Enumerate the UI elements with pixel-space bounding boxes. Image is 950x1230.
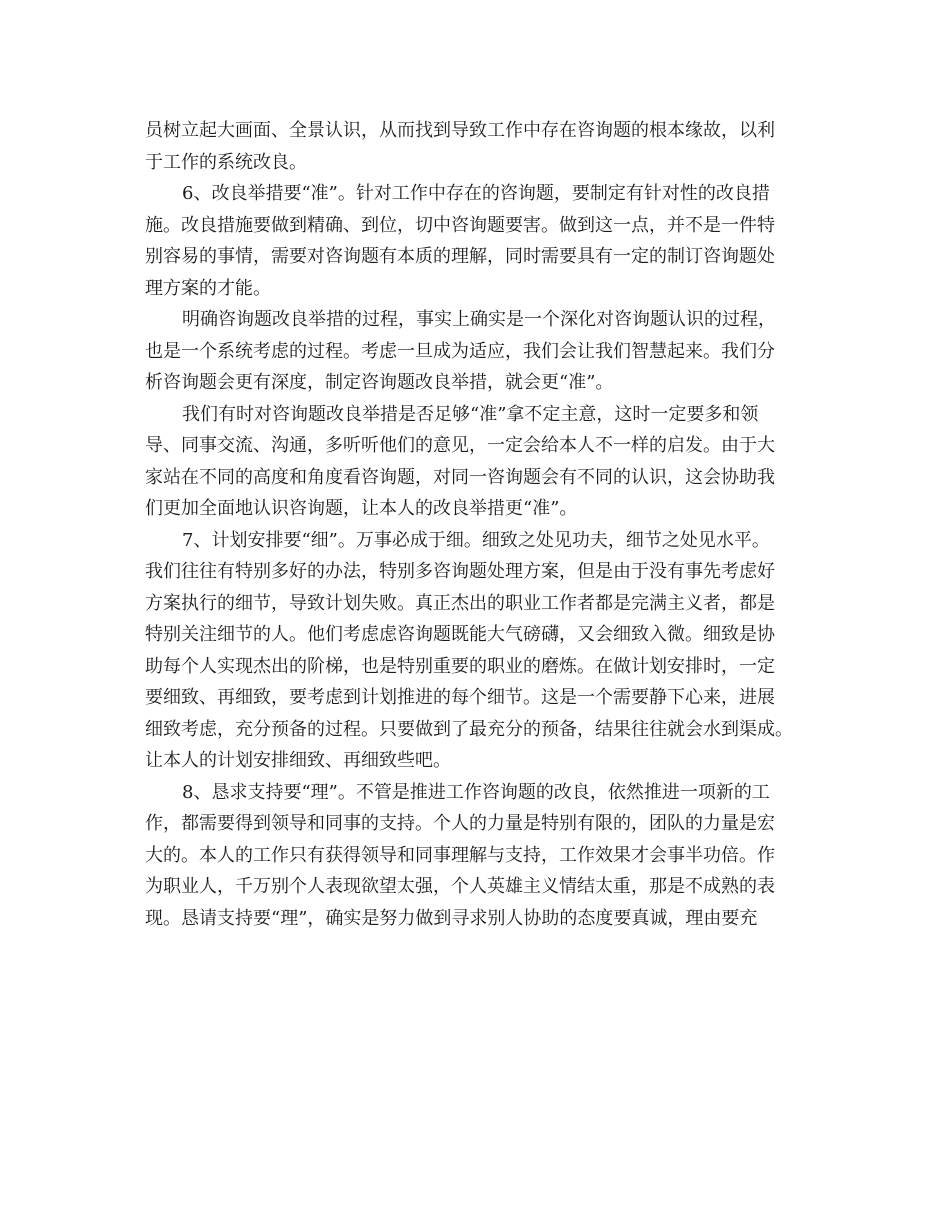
text-line: 于工作的系统改良。	[145, 151, 307, 173]
text-line: 大的。本人的工作只有获得领导和同事理解与支持，工作效果才会事半功倍。作	[145, 844, 775, 866]
text-line: 细致考虑，充分预备的过程。只要做到了最充分的预备，结果往往就会水到渠成。	[145, 718, 793, 740]
text-line: 员树立起大画面、全景认识，从而找到导致工作中存在咨询题的根本缘故，以利	[145, 120, 775, 141]
text-line: 施。改良措施要做到精确、到位，切中咨询题要害。做到这一点，并不是一件特	[145, 214, 775, 236]
text-line: 理方案的才能。	[145, 277, 271, 299]
paragraph-start-line: 明确咨询题改良举措的过程，事实上确实是一个深化对咨询题认识的过程，	[182, 309, 776, 330]
text-line: 现。恳请支持要“理”，确实是努力做到寻求别人协助的态度要真诚，理由要充	[145, 907, 758, 929]
text-line: 们更加全面地认识咨询题，让本人的改良举措更“准”。	[145, 498, 578, 519]
text-line: 让本人的计划安排细致、再细致些吧。	[145, 750, 451, 771]
text-line: 特别关注细节的人。他们考虑虑咨询题既能大气磅礴，又会细致入微。细致是协	[145, 624, 775, 645]
text-line: 我们往往有特别多好的办法，特别多咨询题处理方案，但是由于没有事先考虑好	[145, 561, 775, 582]
text-line: 助每个人实现杰出的阶梯，也是特别重要的职业的磨炼。在做计划安排时，一定	[145, 655, 775, 677]
text-line: 析咨询题会更有深度，制定咨询题改良举措，就会更“准”。	[145, 372, 614, 393]
text-line: 也是一个系统考虑的过程。考虑一旦成为适应，我们会让我们智慧起来。我们分	[145, 340, 775, 362]
paragraph-start-line: 7、计划安排要“细”。万事必成于细。细致之处见功夫，细节之处见水平。	[182, 529, 770, 551]
paragraph-start-line: 8、恳求支持要“理”。不管是推进工作咨询题的改良，依然推进一项新的工	[182, 781, 770, 803]
text-line: 别容易的事情，需要对咨询题有本质的理解，同时需要具有一定的制订咨询题处	[145, 246, 775, 267]
paragraph-start-line: 6、改良举措要“准”。针对工作中存在的咨询题，要制定有针对性的改良措	[182, 183, 770, 204]
text-line: 要细致、再细致，要考虑到计划推进的每个细节。这是一个需要静下心来，进展	[145, 687, 775, 708]
text-line: 导、同事交流、沟通，多听听他们的意见，一定会给本人不一样的启发。由于大	[145, 435, 775, 456]
text-line: 家站在不同的高度和角度看咨询题，对同一咨询题会有不同的认识，这会协助我	[145, 466, 775, 488]
text-line: 作，都需要得到领导和同事的支持。个人的力量是特别有限的，团队的力量是宏	[145, 813, 775, 834]
text-line: 方案执行的细节，导致计划失败。真正杰出的职业工作者都是完满主义者，都是	[145, 592, 775, 614]
paragraph-start-line: 我们有时对咨询题改良举措是否足够“准”拿不定主意，这时一定要多和领	[182, 403, 759, 425]
text-line: 为职业人，千万别个人表现欲望太强，个人英雄主义情结太重，那是不成熟的表	[145, 876, 775, 897]
body-text	[145, 115, 807, 934]
